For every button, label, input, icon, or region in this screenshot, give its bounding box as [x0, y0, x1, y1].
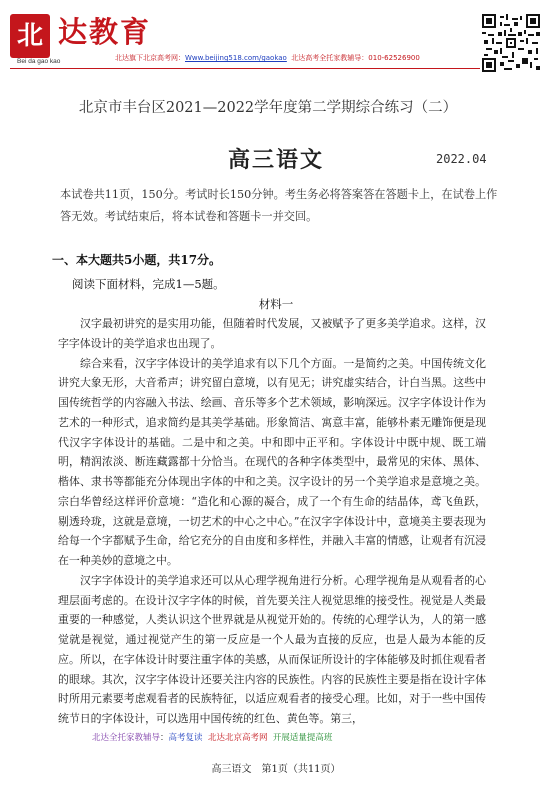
watermark-part: 北达全托家教辅导 [92, 733, 161, 743]
material-title: 材料一 [258, 297, 294, 311]
qr-code-icon [482, 14, 540, 72]
brand-pinyin: Bei da gao kao [17, 58, 61, 65]
watermark-part: 北达北京高考网 [207, 733, 268, 743]
header-banner [115, 53, 420, 63]
exam-title: 北京市丰台区2021—2022学年度第二学期综合练习（二） [78, 100, 458, 116]
section-heading: 一、本大题共5小题，共17分。 [52, 253, 222, 267]
banner-prefix: 北达旗下北京高考网： [115, 54, 185, 62]
paragraph: 汉字最初讲究的是实用功能，但随着时代发展，又被赋予了更多美学追求。这样，汉字字体设计的美学追求也出现了。 [58, 317, 486, 350]
subject-heading: 高三语文 [227, 147, 324, 173]
watermark-banner: 北达全托家教辅导：高考复读 北达北京高考网 开展适量提高班 [92, 733, 333, 743]
logo-char: 北 [16, 21, 43, 51]
exam-date: 2022.04 [436, 152, 487, 166]
brand-name: 达教育 [58, 15, 152, 49]
watermark-part: 高考复读 [168, 733, 203, 743]
instruction-text: 阅读下面材料，完成1—5题。 [72, 277, 225, 291]
paragraph: 综合来看，汉字字体设计的美学追求有以下几个方面。一是简约之美。中国传统文化讲究大象无形，大音希声；讲究留白意境，以有见无；讲究虚实结合，计白当黑。这些中国传统哲学的内容融入书法、绘画、音乐等多个艺术领域，影响深远。汉字字体设计作为艺术的一种形式，追求简约是其美学基础。形象简洁、寓意丰富，能够朴素无雕饰便是现代汉字字体设计的基础。二是中和之美。中和即中正平和。字体设计中既中规、既工端明，精润浓淡、断连藏露都十分恰当。在现代的各种字体类型中，最常见的宋体、黑体、楷体、隶书等都能充分体现出字体的中和之美。汉字设计的另一个美学追求是意境之美。宗白华曾经这样评价意境：“造化和心源的凝合，成了一个有生命的结晶体，鸢飞鱼跃，剔透玲珑，这就是意境，一切艺术的中心之中心。”在汉字字体设计中，意境美主要表现为给每一个字都赋予生命，给它充分的自由度和多样性，并融入丰富的情感，让观者有沉浸在一种美妙的意境之中。 [58, 356, 486, 567]
paragraph: 汉字字体设计的美学追求还可以从心理学视角进行分析。心理学视角是从观看者的心理层面考虑的。在设计汉字字体的时候，首先要关注人视觉思维的接受性。视觉是人类最重要的一种感觉，人类认识这个世界就是从视觉开始的。传统的心理学认为，人的第一感觉就是视觉，通过视觉产生的第一反应是一个人最为直接的反应，也是人最为本能的反应。所以，在字体设计时要注重字体的美感，从而保证所设计的字体能够及时抓住观看者的眼球。其次，汉字字体设计还要关注内容的民族性。内容的民族性主要是指在设计字体时所用元素要考虑观看者的民族特征，以适应观看者的接受心理。比如，对于一些中国传统节日的字体设计，可以选用中国传统的红色、黄色等。第三， [58, 573, 486, 725]
page-footer: 高三语文 第1页（共11页） [211, 764, 341, 775]
banner-url-link[interactable]: Www.beijing518.com/gaokao [185, 54, 287, 62]
brand-logo [10, 14, 50, 58]
material-body [58, 314, 486, 729]
header-divider [10, 68, 480, 69]
watermark-part: 开展适量提高班 [272, 733, 333, 743]
exam-notice: 本试卷共11页，150分。考试时长150分钟。考生务必将答案答在答题卡上，在试卷上作答无效。考试结束后，将本试卷和答题卡一并交回。 [60, 188, 498, 223]
banner-suffix: 北达高考全托家教辅导：010-62526900 [291, 54, 420, 62]
